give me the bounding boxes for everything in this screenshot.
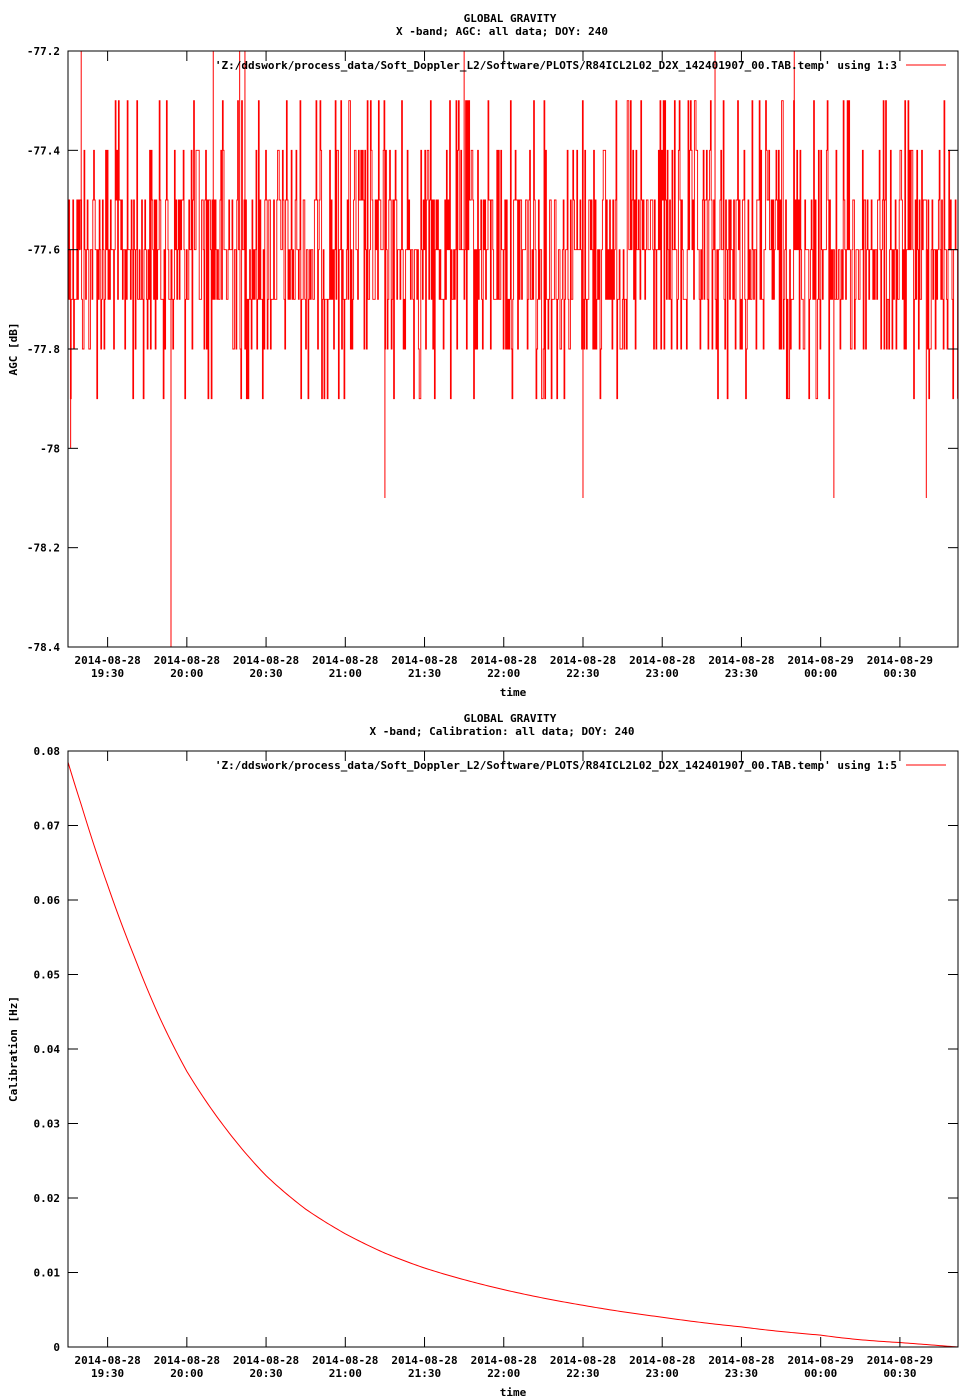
chart-title: GLOBAL GRAVITY [463,12,557,25]
x-tick-date: 2014-08-28 [470,1354,537,1367]
x-tick-time: 21:30 [407,1367,442,1380]
x-tick-time: 23:00 [645,1367,679,1380]
x-tick-date: 2014-08-28 [74,1354,141,1367]
x-tick-date: 2014-08-28 [232,654,300,667]
x-tick-time: 21:30 [407,667,442,680]
plot-frame [68,751,958,1347]
x-tick-date: 2014-08-28 [74,654,141,667]
x-tick-time: 20:00 [170,667,204,680]
y-tick-label: -78.4 [26,641,60,654]
series-line [68,101,958,399]
x-tick-time: 20:30 [249,667,283,680]
y-tick-label: 0.03 [33,1117,60,1131]
x-tick-date: 2014-08-28 [312,1354,379,1367]
x-tick-date: 2014-08-28 [312,654,379,667]
chart-2 [7,712,958,1399]
series-line [68,762,958,1347]
x-tick-time: 00:00 [804,1367,838,1380]
y-tick-label: 0.05 [33,968,60,982]
x-axis-title: time [499,1386,527,1399]
x-tick-date: 2014-08-28 [153,1354,220,1367]
chart-subtitle: X -band; Calibration: all data; DOY: 240 [369,725,635,738]
y-tick-label: 0.01 [33,1266,60,1280]
x-tick-time: 21:00 [328,1367,362,1380]
x-axis-title: time [499,686,527,699]
x-tick-date: 2014-08-29 [866,1354,934,1367]
x-tick-time: 22:30 [566,1367,600,1380]
x-tick-date: 2014-08-29 [787,1354,854,1367]
x-tick-date: 2014-08-28 [232,1354,300,1367]
x-tick-date: 2014-08-28 [153,654,220,667]
y-tick-label: 0.06 [33,894,60,907]
x-tick-time: 20:00 [170,1367,204,1380]
y-tick-label: -78 [40,442,60,456]
chart-title: GLOBAL GRAVITY [463,712,557,725]
y-tick-label: -78.2 [26,541,60,555]
x-tick-time: 00:30 [883,667,917,680]
chart-subtitle: X -band; AGC: all data; DOY: 240 [396,25,608,38]
x-tick-time: 00:30 [883,1367,917,1380]
x-tick-time: 19:30 [91,667,125,680]
x-tick-time: 00:00 [804,667,838,680]
y-tick-label: 0.08 [33,745,60,758]
x-tick-time: 21:00 [328,667,362,680]
y-tick-label: -77.6 [26,243,60,257]
x-tick-time: 22:30 [566,667,600,680]
x-tick-date: 2014-08-29 [866,654,934,667]
x-tick-time: 19:30 [91,1367,125,1380]
x-tick-time: 22:00 [487,1367,521,1380]
x-tick-time: 20:30 [249,1367,283,1380]
y-tick-label: 0.07 [33,819,60,833]
y-tick-label: 0 [53,1341,60,1354]
y-axis-title: AGC [dB] [7,322,20,376]
legend-label: 'Z:/ddswork/process_data/Soft_Doppler_L2/Software/PLOTS/R84ICL2L02_D2X_142401907_00.TAB.temp' using 1:3 [214,59,897,72]
x-tick-date: 2014-08-28 [549,654,617,667]
y-tick-label: 0.02 [33,1192,60,1205]
chart-1 [7,12,958,699]
x-tick-date: 2014-08-28 [391,654,458,667]
x-tick-date: 2014-08-28 [629,1354,696,1367]
x-tick-time: 23:30 [724,667,759,680]
x-tick-date: 2014-08-29 [787,654,854,667]
plot-area [68,51,958,647]
y-axis-title: Calibration [Hz] [7,996,20,1102]
x-tick-date: 2014-08-28 [629,654,696,667]
x-tick-date: 2014-08-28 [391,1354,458,1367]
x-tick-date: 2014-08-28 [708,1354,775,1367]
x-tick-time: 23:30 [724,1367,759,1380]
x-tick-time: 23:00 [645,667,679,680]
y-tick-label: -77.2 [26,45,60,58]
x-tick-date: 2014-08-28 [708,654,775,667]
x-tick-time: 22:00 [487,667,521,680]
x-tick-date: 2014-08-28 [470,654,537,667]
x-tick-date: 2014-08-28 [549,1354,617,1367]
y-tick-label: 0.04 [33,1043,60,1056]
y-tick-label: -77.4 [26,144,60,158]
legend-label: 'Z:/ddswork/process_data/Soft_Doppler_L2/Software/PLOTS/R84ICL2L02_D2X_142401907_00.TAB.temp' using 1:5 [214,759,897,772]
y-tick-label: -77.8 [26,343,60,356]
plot-area [68,762,958,1347]
